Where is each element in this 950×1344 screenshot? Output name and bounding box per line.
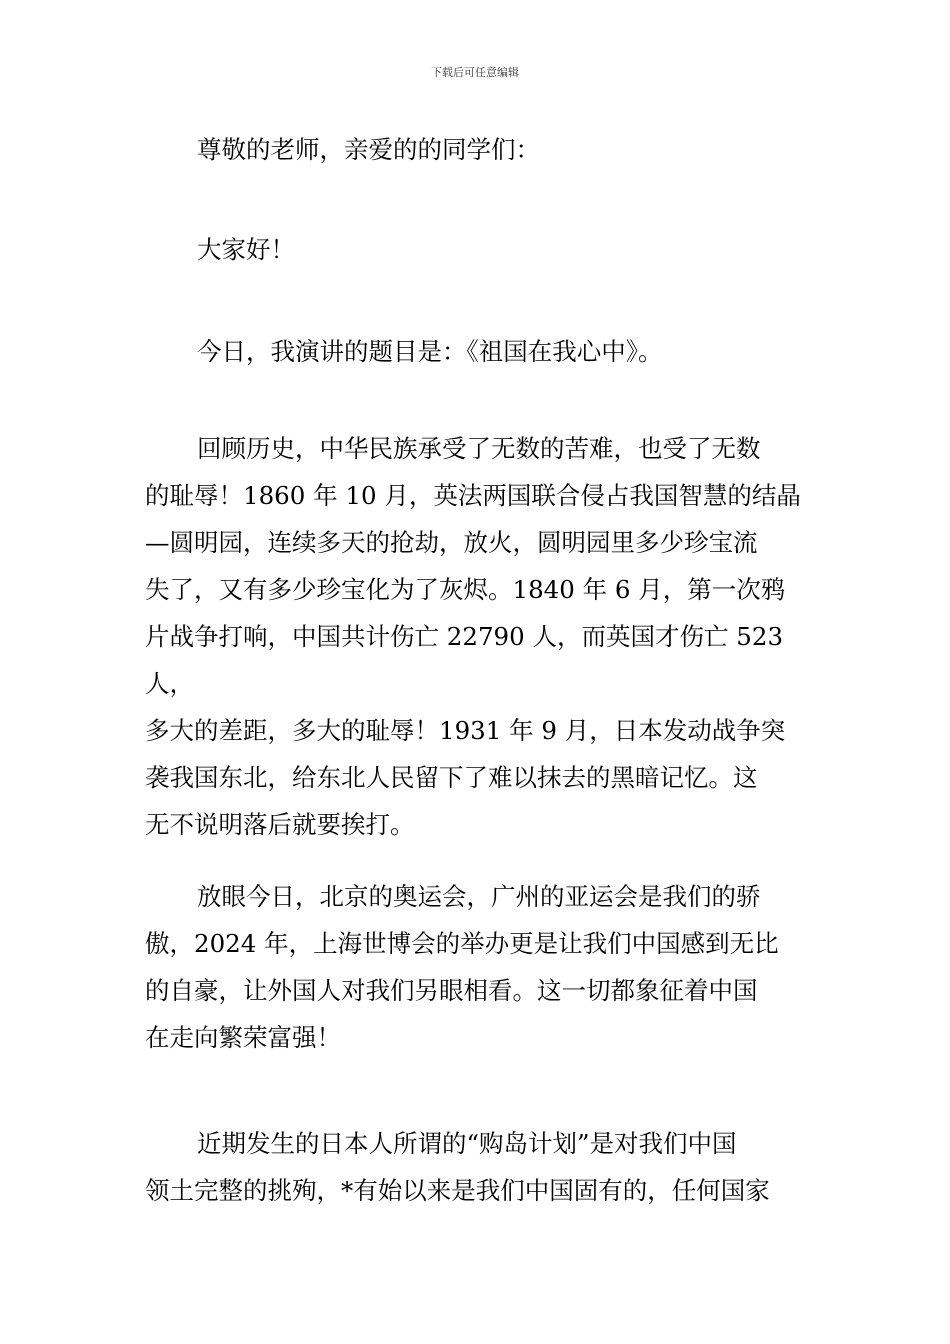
text-line: 大家好！ [197, 235, 295, 264]
text-line: 今日，我演讲的题目是：《祖国在我心中》。 [197, 337, 663, 366]
text-line: 傲，2024 年，上海世博会的举办更是让我们中国感到无比 [145, 929, 779, 958]
paragraph-topic [145, 328, 810, 375]
text-line: 放眼今日，北京的奥运会，广州的亚运会是我们的骄 [197, 882, 761, 911]
text-line: 袭我国东北，给东北人民留下了难以抹去的黑暗记忆。这 [145, 763, 758, 792]
text-line: 无不说明落后就要挨打。 [145, 810, 415, 839]
text-line: 失了，又有多少珍宝化为了灰烬。1840 年 6 月，第一次鸦 [145, 575, 786, 604]
text-line: 近期发生的日本人所谓的“购岛计划”是对我们中国 [197, 1129, 737, 1158]
paragraph [145, 873, 810, 1061]
paragraph [145, 226, 810, 273]
paragraph [145, 328, 810, 375]
paragraph [145, 1120, 810, 1214]
paragraph-today [145, 873, 810, 1061]
text-line: 的自豪，让外国人对我们另眼相看。这一切都象征着中国 [145, 976, 758, 1005]
text-line: 片战争打响，中国共计伤亡 22790 人，而英国才伤亡 523 人， [145, 622, 784, 698]
paragraph-history [145, 425, 810, 848]
text-line: 领土完整的挑殉，*有始以来是我们中国固有的，任何国家 [145, 1176, 770, 1205]
text-line: 多大的差距，多大的耻辱！1931 年 9 月，日本发动战争突 [145, 716, 786, 745]
text-line: 在走向繁荣富强！ [145, 1023, 341, 1052]
paragraph-greeting [145, 226, 810, 273]
text-line: 尊敬的老师，亲爱的的同学们： [197, 135, 540, 164]
paragraph [145, 126, 810, 173]
paragraph [145, 425, 810, 848]
text-line: 的耻辱！1860 年 10 月，英法两国联合侵占我国智慧的结晶 [145, 481, 801, 510]
page-header-note: 下载后可任意编辑 [431, 66, 519, 79]
paragraph-salutation [145, 126, 810, 173]
text-line: 回顾历史，中华民族承受了无数的苦难，也受了无数 [197, 434, 761, 463]
text-line: —圆明园，连续多天的抢劫，放火，圆明园里多少珍宝流 [145, 528, 758, 557]
paragraph-recent [145, 1120, 810, 1214]
